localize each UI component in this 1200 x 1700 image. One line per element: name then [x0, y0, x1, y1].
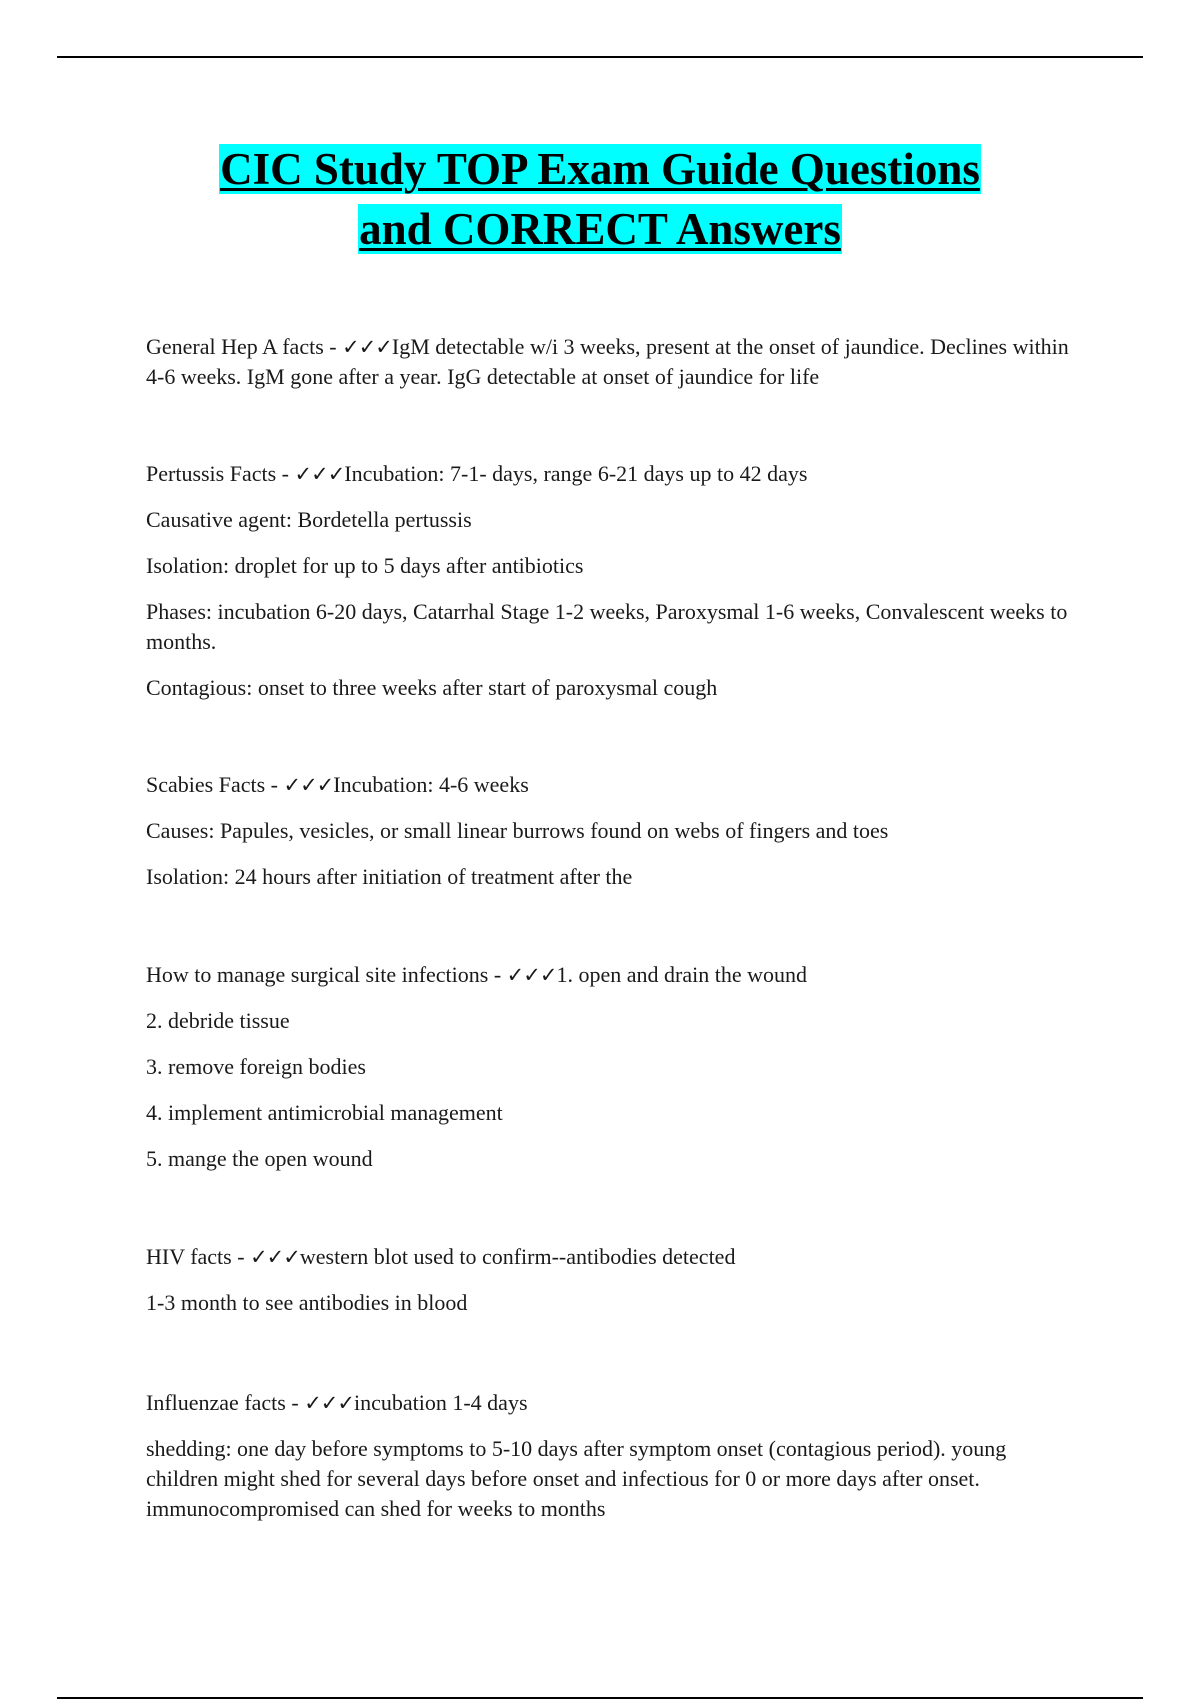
qa-question: [146, 332, 1076, 392]
checkmark-icon: ✓✓✓: [250, 1245, 300, 1269]
qa-block-surgical-site: [146, 960, 1076, 1174]
question-term: HIV facts -: [146, 1244, 251, 1269]
answer-line: 1-3 month to see antibodies in blood: [146, 1290, 468, 1315]
answer-line: Phases: incubation 6-20 days, Catarrhal Stage 1-2 weeks, Paroxysmal 1-6 weeks, Convalescent weeks to months.: [146, 599, 1068, 654]
answer-line: 4. implement antimicrobial management: [146, 1100, 503, 1125]
checkmark-icon: ✓✓✓: [304, 1391, 354, 1415]
answer-line: Causative agent: Bordetella pertussis: [146, 507, 472, 532]
qa-block-hep-a: [146, 332, 1076, 392]
answer-line: Causes: Papules, vesicles, or small linear burrows found on webs of fingers and toes: [146, 818, 889, 843]
checkmark-icon: ✓✓✓: [294, 462, 345, 486]
answer-text: western blot used to confirm--antibodies detected: [299, 1244, 736, 1269]
question-term: Scabies Facts -: [146, 772, 284, 797]
qa-block-pertussis: [146, 459, 1076, 703]
answer-text: IgM detectable w/i 3 weeks, present at the onset of jaundice. Declines within 4-6 weeks. IgM gone after a year. IgG detectable at onset of jaundice for life: [146, 334, 1069, 389]
qa-question: [146, 1388, 1076, 1418]
checkmark-icon: ✓✓✓: [342, 335, 392, 359]
header-rule: [57, 56, 1143, 58]
answer-text: incubation 1-4 days: [353, 1390, 528, 1415]
answer-line: shedding: one day before symptoms to 5-10 days after symptom onset (contagious period). young children might shed for several days before onset and infectious for 0 or more days after onset. immunocompromised can shed for weeks to months: [146, 1436, 1007, 1521]
footer-rule: [57, 1697, 1143, 1699]
question-term: General Hep A facts -: [146, 334, 343, 359]
question-term: Pertussis Facts -: [146, 461, 295, 486]
title-line-2: and CORRECT Answers: [359, 204, 841, 254]
question-term: How to manage surgical site infections -: [146, 962, 507, 987]
qa-question: [146, 770, 1076, 800]
answer-line: 3. remove foreign bodies: [146, 1054, 366, 1079]
answer-line: Isolation: droplet for up to 5 days after antibiotics: [146, 553, 584, 578]
qa-question: [146, 960, 1076, 990]
document-title: [0, 140, 1200, 260]
question-term: Influenzae facts -: [146, 1390, 305, 1415]
qa-question: [146, 459, 1076, 489]
qa-block-hiv: [146, 1242, 1076, 1318]
qa-block-influenzae: [146, 1388, 1076, 1524]
answer-line: 2. debride tissue: [146, 1008, 290, 1033]
answer-line: 5. mange the open wound: [146, 1146, 373, 1171]
checkmark-icon: ✓✓✓: [506, 963, 557, 987]
answer-text: 1. open and drain the wound: [556, 962, 807, 987]
title-line-1: CIC Study TOP Exam Guide Questions: [220, 144, 980, 194]
answer-line: Contagious: onset to three weeks after start of paroxysmal cough: [146, 675, 718, 700]
answer-text: Incubation: 4-6 weeks: [333, 772, 529, 797]
answer-line: Isolation: 24 hours after initiation of treatment after the: [146, 864, 633, 889]
checkmark-icon: ✓✓✓: [283, 773, 334, 797]
answer-text: Incubation: 7-1- days, range 6-21 days up to 42 days: [344, 461, 808, 486]
qa-block-scabies: [146, 770, 1076, 892]
qa-question: [146, 1242, 1076, 1272]
